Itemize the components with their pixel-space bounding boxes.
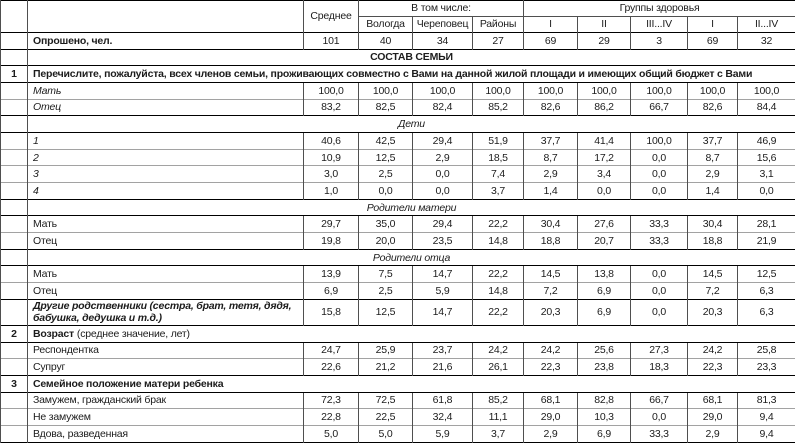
- section-title: Дети: [28, 116, 795, 133]
- value-cell: 26,1: [473, 359, 524, 376]
- value-cell: 7,5: [359, 266, 413, 283]
- row-number-cell: [1, 266, 28, 283]
- data-row: [1, 425, 795, 442]
- value-cell: 37,7: [688, 133, 738, 150]
- value-cell: 3,7: [473, 183, 524, 200]
- value-cell: 2,9: [524, 425, 578, 442]
- header-label-cell: [28, 1, 304, 33]
- header-row-top: [1, 1, 795, 17]
- header-col-group-1: I: [524, 17, 578, 33]
- value-cell: 32: [738, 33, 795, 50]
- question-note: (среднее значение, лет): [76, 327, 190, 340]
- value-cell: 12,5: [738, 266, 795, 283]
- value-cell: 21,6: [413, 359, 473, 376]
- row-number-cell: [1, 49, 28, 66]
- data-row: [1, 149, 795, 166]
- question-label: Возраст: [33, 327, 74, 340]
- value-cell: 0,0: [631, 166, 688, 183]
- value-cell: 0,0: [359, 183, 413, 200]
- value-cell: 5,9: [413, 283, 473, 300]
- value-cell: 33,3: [631, 216, 688, 233]
- row-label: Отец: [28, 283, 304, 300]
- value-cell: 6,3: [738, 283, 795, 300]
- header-col-group-2: II: [578, 17, 631, 33]
- value-cell: 40: [359, 33, 413, 50]
- value-cell: 100,0: [413, 83, 473, 100]
- value-cell: 27: [473, 33, 524, 50]
- value-cell: 23,3: [738, 359, 795, 376]
- value-cell: 46,9: [738, 133, 795, 150]
- value-cell: 100,0: [473, 83, 524, 100]
- row-number-cell: [1, 166, 28, 183]
- value-cell: 3,1: [738, 166, 795, 183]
- question-label: Перечислите, пожалуйста, всех членов семьи, проживающих совместно с Вами на данной жилой площади и имеющих общий бюджет с Вами: [33, 68, 753, 81]
- section-title: СОСТАВ СЕМЬИ: [28, 49, 795, 66]
- value-cell: 15,6: [738, 149, 795, 166]
- value-cell: 68,1: [688, 392, 738, 409]
- value-cell: 0,0: [631, 183, 688, 200]
- header-col-group-1b: I: [688, 17, 738, 33]
- value-cell: 24,7: [304, 342, 359, 359]
- value-cell: 23,8: [578, 359, 631, 376]
- row-number-cell: [1, 409, 28, 426]
- value-cell: 33,3: [631, 233, 688, 250]
- value-cell: 42,5: [359, 133, 413, 150]
- data-row: [1, 183, 795, 200]
- value-cell: 33,3: [631, 425, 688, 442]
- table-body: [1, 33, 795, 443]
- value-cell: 81,3: [738, 392, 795, 409]
- value-cell: 2,9: [688, 425, 738, 442]
- value-cell: 85,2: [473, 99, 524, 116]
- value-cell: 0,0: [413, 166, 473, 183]
- value-cell: 20,7: [578, 233, 631, 250]
- row-label: Отец: [28, 233, 304, 250]
- value-cell: 22,6: [304, 359, 359, 376]
- value-cell: 3,7: [473, 425, 524, 442]
- row-number-cell: [1, 342, 28, 359]
- value-cell: 0,0: [631, 299, 688, 325]
- value-cell: 2,5: [359, 283, 413, 300]
- value-cell: 19,8: [304, 233, 359, 250]
- header-col-group-2-4: II...IV: [738, 17, 795, 33]
- value-cell: 1,4: [524, 183, 578, 200]
- value-cell: 51,9: [473, 133, 524, 150]
- value-cell: 72,3: [304, 392, 359, 409]
- row-label: Респондентка: [28, 342, 304, 359]
- row-label: Замужем, гражданский брак: [28, 392, 304, 409]
- value-cell: 14,5: [524, 266, 578, 283]
- data-row: [1, 283, 795, 300]
- row-number-cell: [1, 299, 28, 325]
- row-label: Мать: [28, 266, 304, 283]
- value-cell: 9,4: [738, 409, 795, 426]
- value-cell: 0,0: [578, 183, 631, 200]
- value-cell: 30,4: [688, 216, 738, 233]
- value-cell: 8,7: [688, 149, 738, 166]
- value-cell: 7,2: [688, 283, 738, 300]
- value-cell: 0,0: [631, 409, 688, 426]
- value-cell: 100,0: [738, 83, 795, 100]
- value-cell: 22,2: [473, 216, 524, 233]
- value-cell: 18,5: [473, 149, 524, 166]
- value-cell: 69: [688, 33, 738, 50]
- row-label: Супруг: [28, 359, 304, 376]
- value-cell: 24,2: [473, 342, 524, 359]
- value-cell: 22,2: [473, 299, 524, 325]
- value-cell: 6,9: [578, 299, 631, 325]
- value-cell: 82,8: [578, 392, 631, 409]
- value-cell: 2,5: [359, 166, 413, 183]
- data-row: [1, 99, 795, 116]
- value-cell: 14,7: [413, 299, 473, 325]
- row-number-cell: [1, 183, 28, 200]
- row-number-cell: [1, 33, 28, 50]
- row-label: Не замужем: [28, 409, 304, 426]
- value-cell: 40,6: [304, 133, 359, 150]
- value-cell: 30,4: [524, 216, 578, 233]
- value-cell: 1,0: [304, 183, 359, 200]
- row-number-cell: 2: [1, 325, 28, 342]
- row-number-cell: [1, 216, 28, 233]
- value-cell: 25,8: [738, 342, 795, 359]
- value-cell: 3: [631, 33, 688, 50]
- value-cell: 5,0: [359, 425, 413, 442]
- value-cell: 12,5: [359, 149, 413, 166]
- value-cell: 22,3: [688, 359, 738, 376]
- value-cell: 69: [524, 33, 578, 50]
- row-number-cell: [1, 392, 28, 409]
- header-col-vologda: Вологда: [359, 17, 413, 33]
- row-number-cell: [1, 149, 28, 166]
- value-cell: 82,5: [359, 99, 413, 116]
- value-cell: 0,0: [631, 149, 688, 166]
- value-cell: 6,9: [304, 283, 359, 300]
- section-row: [1, 249, 795, 266]
- value-cell: 100,0: [578, 83, 631, 100]
- data-row: [1, 83, 795, 100]
- value-cell: 25,6: [578, 342, 631, 359]
- row-number-cell: [1, 283, 28, 300]
- value-cell: 61,8: [413, 392, 473, 409]
- value-cell: 82,6: [524, 99, 578, 116]
- value-cell: 12,5: [359, 299, 413, 325]
- value-cell: 100,0: [631, 83, 688, 100]
- value-cell: 7,4: [473, 166, 524, 183]
- value-cell: 17,2: [578, 149, 631, 166]
- value-cell: 20,0: [359, 233, 413, 250]
- value-cell: 66,7: [631, 392, 688, 409]
- section-row: [1, 49, 795, 66]
- value-cell: 29,4: [413, 133, 473, 150]
- value-cell: 23,5: [413, 233, 473, 250]
- value-cell: 13,9: [304, 266, 359, 283]
- data-row: [1, 342, 795, 359]
- value-cell: 83,2: [304, 99, 359, 116]
- data-row: [1, 266, 795, 283]
- value-cell: 100,0: [688, 83, 738, 100]
- value-cell: 1,4: [688, 183, 738, 200]
- value-cell: 21,9: [738, 233, 795, 250]
- header-col-raiony: Районы: [473, 17, 524, 33]
- value-cell: 15,8: [304, 299, 359, 325]
- value-cell: 3,0: [304, 166, 359, 183]
- value-cell: 23,7: [413, 342, 473, 359]
- row-label: Мать: [28, 216, 304, 233]
- value-cell: 82,4: [413, 99, 473, 116]
- header-including-group: В том числе:: [359, 1, 524, 17]
- value-cell: 5,9: [413, 425, 473, 442]
- row-label: 4: [28, 183, 304, 200]
- value-cell: 29: [578, 33, 631, 50]
- header-health-groups: Группы здоровья: [524, 1, 795, 17]
- value-cell: 29,7: [304, 216, 359, 233]
- question-row: [1, 325, 795, 342]
- question-row: [1, 66, 795, 83]
- value-cell: 22,5: [359, 409, 413, 426]
- row-label: Мать: [28, 83, 304, 100]
- value-cell: 24,2: [524, 342, 578, 359]
- row-label: Вдова, разведенная: [28, 425, 304, 442]
- data-row: [1, 133, 795, 150]
- section-title: Родители матери: [28, 199, 795, 216]
- row-number-cell: 3: [1, 375, 28, 392]
- section-row: [1, 116, 795, 133]
- value-cell: 86,2: [578, 99, 631, 116]
- value-cell: 24,2: [688, 342, 738, 359]
- data-row: [1, 299, 795, 325]
- data-row: [1, 33, 795, 50]
- value-cell: 0,0: [631, 283, 688, 300]
- value-cell: 18,8: [524, 233, 578, 250]
- row-number-cell: [1, 116, 28, 133]
- question-text: [28, 325, 795, 342]
- row-number-cell: [1, 359, 28, 376]
- value-cell: 27,3: [631, 342, 688, 359]
- value-cell: 82,6: [688, 99, 738, 116]
- value-cell: 85,2: [473, 392, 524, 409]
- value-cell: 100,0: [524, 83, 578, 100]
- data-row: [1, 233, 795, 250]
- value-cell: 27,6: [578, 216, 631, 233]
- row-label: Опрошено, чел.: [28, 33, 304, 50]
- data-row: [1, 216, 795, 233]
- row-label: Отец: [28, 99, 304, 116]
- value-cell: 29,0: [688, 409, 738, 426]
- row-number-cell: 1: [1, 66, 28, 83]
- value-cell: 0,0: [738, 183, 795, 200]
- value-cell: 5,0: [304, 425, 359, 442]
- value-cell: 18,8: [688, 233, 738, 250]
- value-cell: 84,4: [738, 99, 795, 116]
- row-number-cell: [1, 425, 28, 442]
- data-row: [1, 359, 795, 376]
- question-label: Семейное положение матери ребенка: [33, 377, 224, 390]
- row-label: 2: [28, 149, 304, 166]
- value-cell: 14,5: [688, 266, 738, 283]
- value-cell: 34: [413, 33, 473, 50]
- value-cell: 14,8: [473, 233, 524, 250]
- value-cell: 14,8: [473, 283, 524, 300]
- value-cell: 32,4: [413, 409, 473, 426]
- value-cell: 22,3: [524, 359, 578, 376]
- value-cell: 28,1: [738, 216, 795, 233]
- value-cell: 100,0: [631, 133, 688, 150]
- row-number-cell: [1, 99, 28, 116]
- value-cell: 11,1: [473, 409, 524, 426]
- value-cell: 8,7: [524, 149, 578, 166]
- value-cell: 3,4: [578, 166, 631, 183]
- value-cell: 0,0: [413, 183, 473, 200]
- value-cell: 100,0: [304, 83, 359, 100]
- value-cell: 7,2: [524, 283, 578, 300]
- row-number-cell: [1, 199, 28, 216]
- value-cell: 20,3: [524, 299, 578, 325]
- value-cell: 35,0: [359, 216, 413, 233]
- data-row: [1, 166, 795, 183]
- value-cell: 21,2: [359, 359, 413, 376]
- section-row: [1, 199, 795, 216]
- data-row: [1, 409, 795, 426]
- value-cell: 72,5: [359, 392, 413, 409]
- value-cell: 10,9: [304, 149, 359, 166]
- header-number-cell: [1, 1, 28, 33]
- question-row: [1, 375, 795, 392]
- row-label: 1: [28, 133, 304, 150]
- value-cell: 37,7: [524, 133, 578, 150]
- question-text: [28, 375, 795, 392]
- value-cell: 100,0: [359, 83, 413, 100]
- value-cell: 29,4: [413, 216, 473, 233]
- value-cell: 20,3: [688, 299, 738, 325]
- value-cell: 68,1: [524, 392, 578, 409]
- value-cell: 2,9: [413, 149, 473, 166]
- value-cell: 22,8: [304, 409, 359, 426]
- row-number-cell: [1, 249, 28, 266]
- value-cell: 9,4: [738, 425, 795, 442]
- row-label: Другие родственники (сестра, брат, тетя, дядя, бабушка, дедушка и т.д.): [28, 299, 304, 325]
- header-col-group-3-4: III...IV: [631, 17, 688, 33]
- value-cell: 0,0: [631, 266, 688, 283]
- value-cell: 41,4: [578, 133, 631, 150]
- question-text: [28, 66, 795, 83]
- value-cell: 22,2: [473, 266, 524, 283]
- value-cell: 6,9: [578, 425, 631, 442]
- value-cell: 66,7: [631, 99, 688, 116]
- value-cell: 10,3: [578, 409, 631, 426]
- row-number-cell: [1, 133, 28, 150]
- header-col-cherepovets: Череповец: [413, 17, 473, 33]
- value-cell: 25,9: [359, 342, 413, 359]
- value-cell: 29,0: [524, 409, 578, 426]
- value-cell: 14,7: [413, 266, 473, 283]
- value-cell: 2,9: [524, 166, 578, 183]
- row-label: 3: [28, 166, 304, 183]
- row-number-cell: [1, 233, 28, 250]
- row-number-cell: [1, 83, 28, 100]
- value-cell: 13,8: [578, 266, 631, 283]
- value-cell: 101: [304, 33, 359, 50]
- value-cell: 2,9: [688, 166, 738, 183]
- value-cell: 6,9: [578, 283, 631, 300]
- header-average: Среднее: [304, 1, 359, 33]
- section-title: Родители отца: [28, 249, 795, 266]
- value-cell: 18,3: [631, 359, 688, 376]
- data-row: [1, 392, 795, 409]
- value-cell: 6,3: [738, 299, 795, 325]
- table-header: [1, 1, 795, 33]
